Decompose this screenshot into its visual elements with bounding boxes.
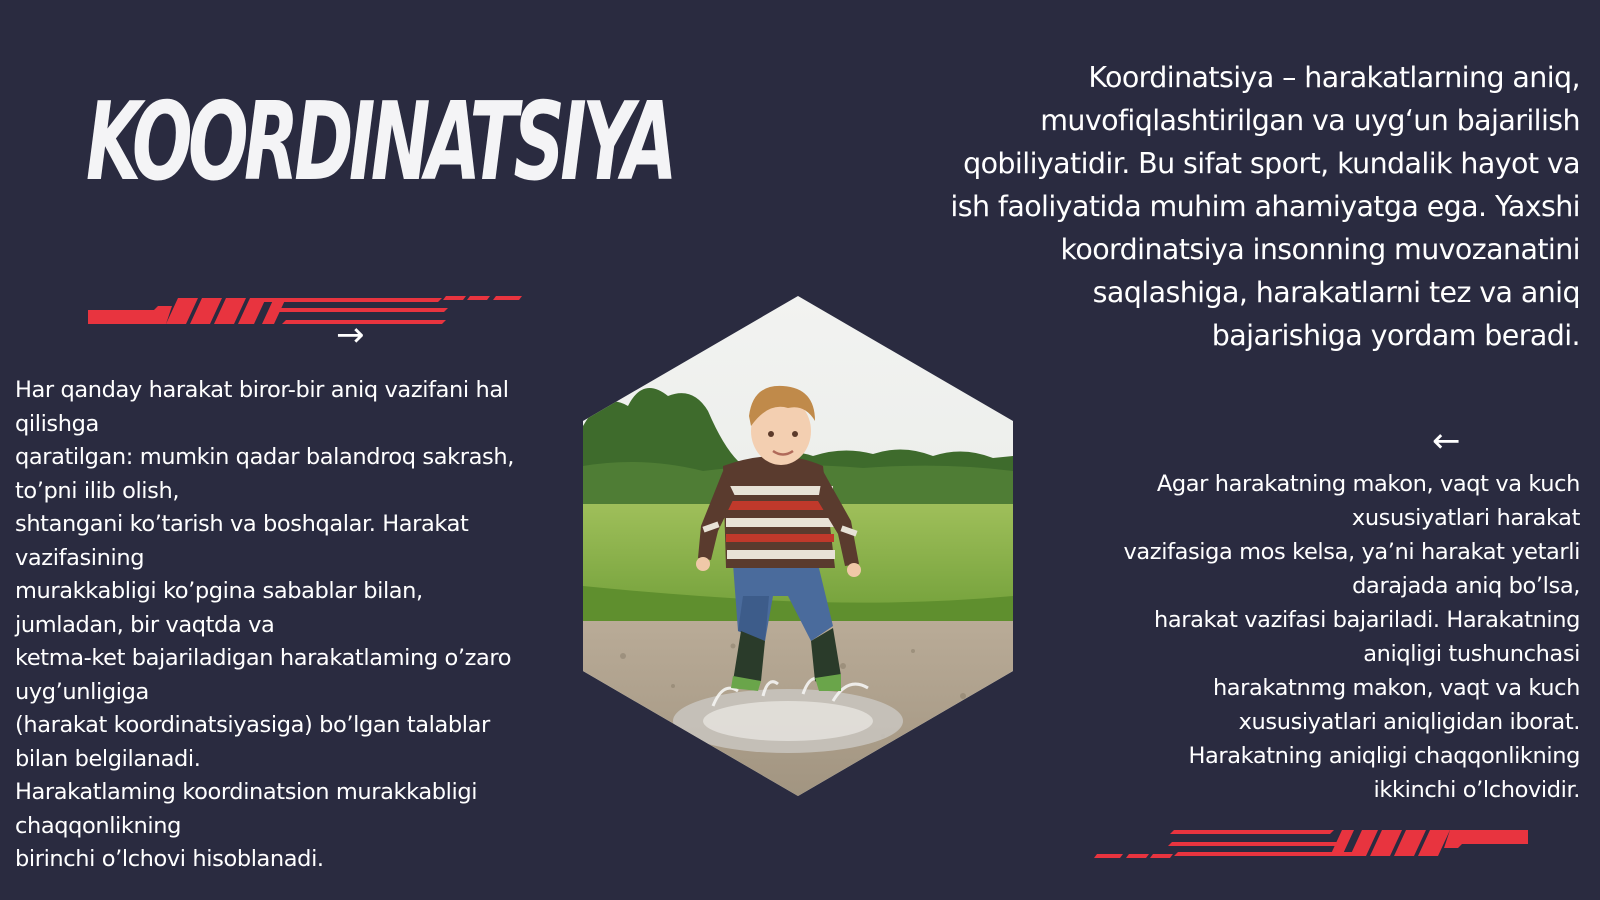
right-line: aniqligi tushunchasi: [1363, 641, 1580, 667]
left-line: Har qanday harakat biror-bir aniq vazifani hal: [15, 377, 509, 403]
left-line: qaratilgan: mumkin qadar balandroq sakrash,: [15, 444, 514, 470]
intro-line: qobiliyatidir. Bu sifat sport, kundalik hayot va: [963, 147, 1580, 180]
left-line: Harakatlaming koordinatsion murakkabligi: [15, 779, 478, 805]
arrow-right-icon: →: [336, 315, 365, 355]
left-line: shtangani ko’tarish va boshqalar. Harakat: [15, 511, 469, 537]
intro-line: koordinatsiya insonning muvozanatini: [1060, 233, 1580, 266]
right-line: xususiyatlari harakat: [1351, 505, 1580, 531]
left-line: murakkabligi ko’pgina sabablar bilan,: [15, 578, 423, 604]
right-line: xususiyatlari aniqligidan iborat.: [1238, 709, 1580, 735]
intro-line: Koordinatsiya – harakatlarning aniq,: [1088, 61, 1580, 94]
arrow-left-icon: ←: [1432, 421, 1461, 461]
right-line: Agar harakatning makon, vaqt va kuch: [1156, 471, 1580, 497]
left-line: chaqqonlikning: [15, 812, 181, 839]
right-line: harakatnmg makon, vaqt va kuch: [1212, 675, 1580, 701]
intro-line: ish faoliyatida muhim ahamiyatga ega. Yaxshi: [950, 190, 1580, 223]
right-paragraph: [1020, 467, 1580, 807]
left-line: birinchi o’lchovi hisoblanadi.: [15, 846, 324, 872]
intro-line: saqlashiga, harakatlarni tez va aniq: [1092, 276, 1580, 309]
left-line: qilishga: [15, 410, 99, 437]
intro-line: bajarishiga yordam beradi.: [1211, 319, 1580, 352]
speed-stripes-bottom-right: [1090, 826, 1530, 862]
speed-stripes-top-left: [86, 292, 526, 328]
intro-line: muvofiqlashtirilgan va uyg‘un bajarilish: [1040, 104, 1580, 137]
left-line: ketma-ket bajariladigan harakatlaming o’zaro: [15, 645, 512, 671]
right-line: harakat vazifasi bajariladi. Harakatning: [1153, 607, 1580, 633]
left-paragraph: [15, 374, 585, 877]
slide-title: KOORDINATSIYA: [86, 80, 673, 205]
left-line: uyg’unligiga: [15, 678, 149, 705]
child-jumping-photo: [583, 296, 1013, 796]
right-line: Harakatning aniqligi chaqqonlikning: [1188, 743, 1580, 769]
left-line: (harakat koordinatsiyasiga) bo’lgan talablar: [15, 712, 490, 738]
left-line: jumladan, bir vaqtda va: [15, 611, 275, 638]
right-line: darajada aniq bo’lsa,: [1352, 573, 1580, 599]
right-line: vazifasiga mos kelsa, ya’ni harakat yetarli: [1123, 539, 1580, 565]
left-line: to’pni ilib olish,: [15, 477, 180, 504]
left-line: bilan belgilanadi.: [15, 745, 201, 772]
right-line: ikkinchi o’lchovidir.: [1373, 777, 1580, 803]
left-line: vazifasining: [15, 544, 145, 571]
